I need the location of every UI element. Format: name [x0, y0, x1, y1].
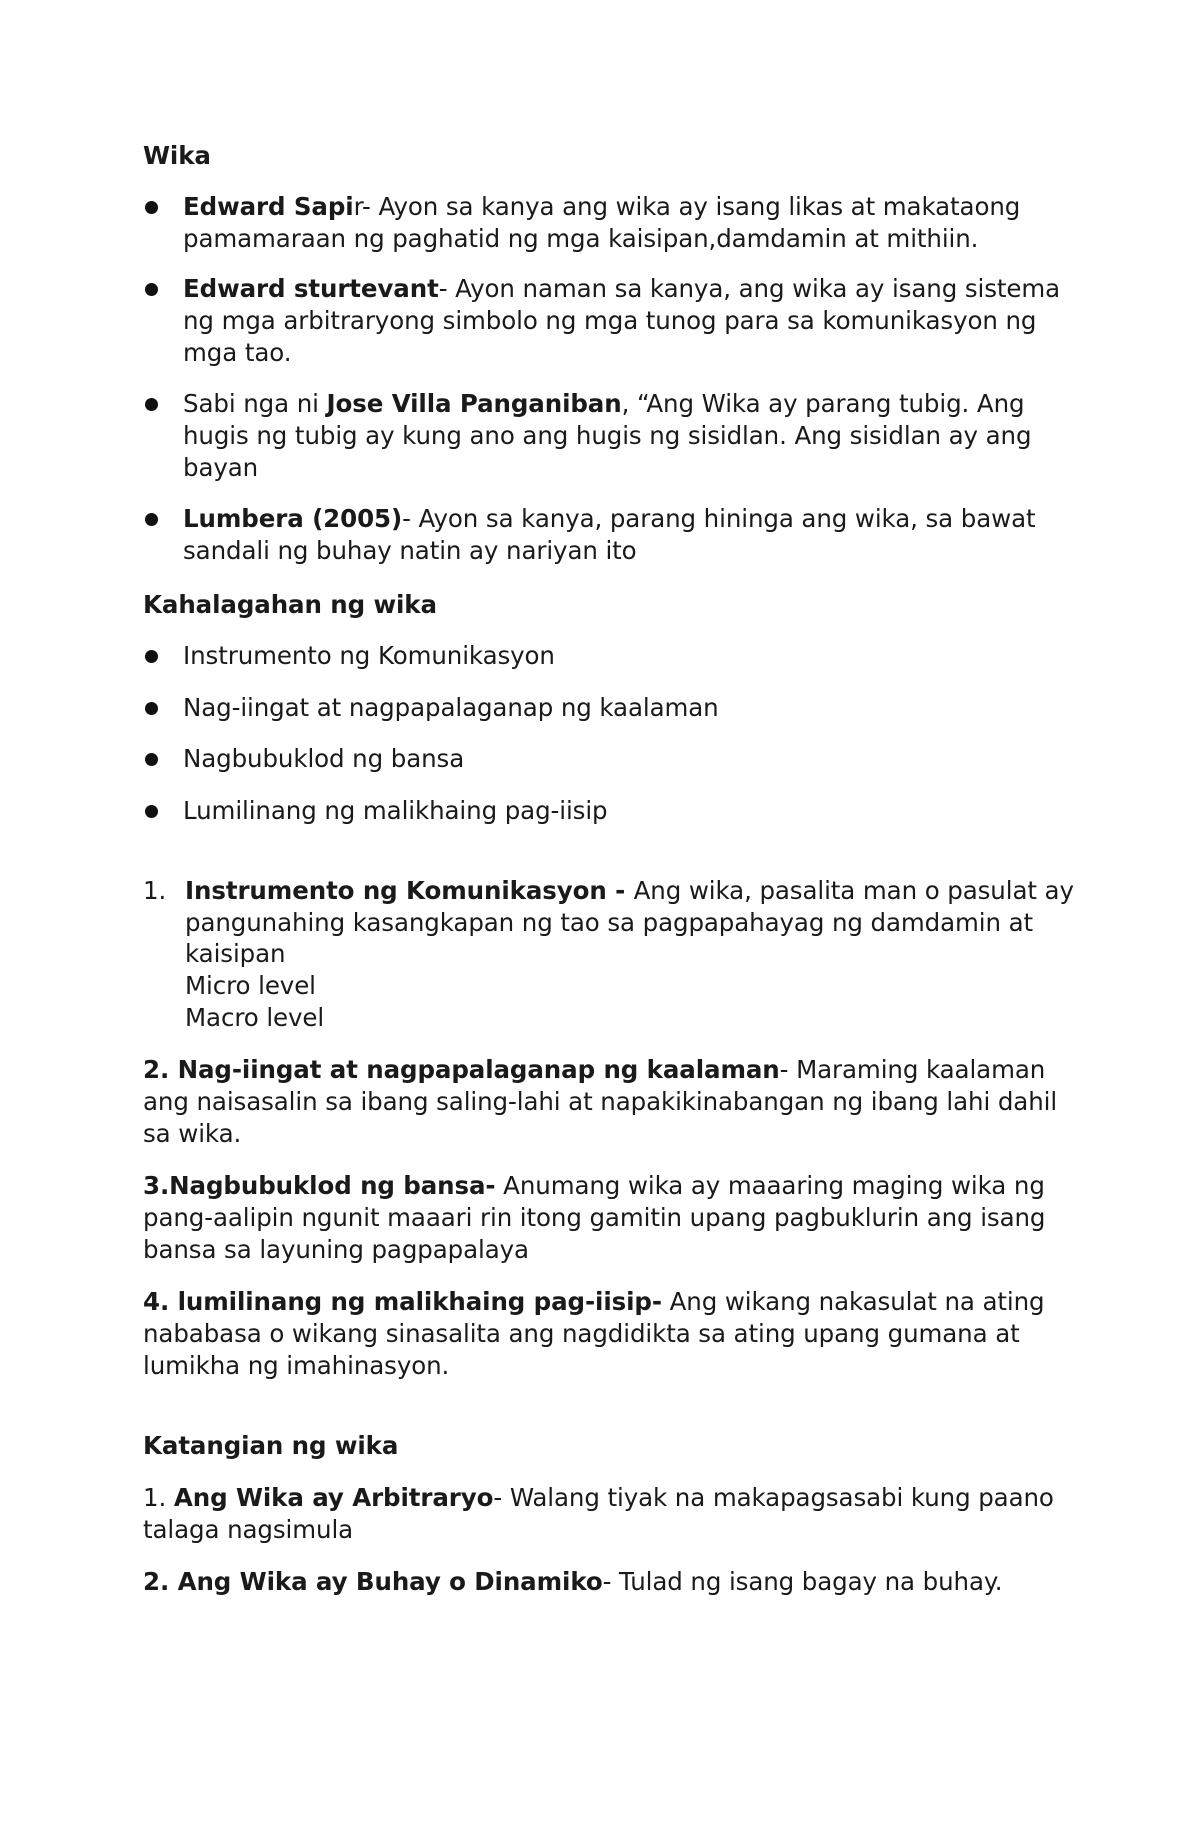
- numbered-line: lumikha ng imahinasyon.: [143, 1351, 450, 1380]
- bullet-icon: [145, 201, 158, 214]
- section-heading-wika: Wika: [143, 141, 211, 170]
- sub-item: Macro level: [185, 1003, 325, 1032]
- section-heading-kahalagahan: Kahalagahan ng wika: [143, 590, 437, 619]
- definition-sturtevant: Edward sturtevant- Ayon naman sa kanya, ang wika ay isang sistema: [183, 274, 1061, 303]
- definition-line: sandali ng buhay natin ay nariyan ito: [183, 536, 637, 565]
- definition-line: pamamaraan ng paghatid ng mga kaisipan,damdamin at mithiin.: [183, 224, 979, 253]
- definition-sapir: Edward Sapir- Ayon sa kanya ang wika ay isang likas at makataong: [183, 192, 1021, 221]
- list-item: Instrumento ng Komunikasyon: [183, 641, 555, 670]
- definition-line: mga tao.: [183, 338, 292, 367]
- list-item: Nagbubuklod ng bansa: [183, 744, 465, 773]
- katangian-item-1: 1. Ang Wika ay Arbitraryo- Walang tiyak na makapagsasabi kung paano: [143, 1483, 1054, 1512]
- numbered-line: pangunahing kasangkapan ng tao sa pagpapahayag ng damdamin at: [185, 908, 1034, 937]
- bullet-icon: [145, 513, 158, 526]
- bullet-icon: [145, 805, 158, 818]
- list-item: Lumilinang ng malikhaing pag-iisip: [183, 796, 608, 825]
- definition-panganiban: Sabi nga ni Jose Villa Panganiban, “Ang Wika ay parang tubig. Ang: [183, 389, 1025, 418]
- numbered-line: kaisipan: [185, 939, 286, 968]
- section-heading-katangian: Katangian ng wika: [143, 1431, 399, 1460]
- numbered-item-4: 4. lumilinang ng malikhaing pag-iisip- Ang wikang nakasulat na ating: [143, 1287, 1045, 1316]
- list-item: Nag-iingat at nagpapalaganap ng kaalaman: [183, 693, 719, 722]
- definition-line: ng mga arbitraryong simbolo ng mga tunog para sa komunikasyon ng: [183, 306, 1037, 335]
- numbered-item-3: 3.Nagbubuklod ng bansa- Anumang wika ay maaaring maging wika ng: [143, 1171, 1045, 1200]
- bullet-icon: [145, 283, 158, 296]
- numbered-line: nababasa o wikang sinasalita ang nagdidikta sa ating upang gumana at: [143, 1319, 1020, 1348]
- definition-line: hugis ng tubig ay kung ano ang hugis ng sisidlan. Ang sisidlan ay ang: [183, 421, 1032, 450]
- bullet-icon: [145, 702, 158, 715]
- numbered-line: sa wika.: [143, 1119, 242, 1148]
- numbered-item-2: 2. Nag-iingat at nagpapalaganap ng kaalaman- Maraming kaalaman: [143, 1055, 1046, 1084]
- list-number: 1.: [143, 876, 167, 905]
- definition-line: bayan: [183, 453, 259, 482]
- bullet-icon: [145, 650, 158, 663]
- numbered-line: ang naisasalin sa ibang saling-lahi at napakikinabangan ng ibang lahi dahil: [143, 1087, 1058, 1116]
- numbered-line: bansa sa layuning pagpapalaya: [143, 1235, 529, 1264]
- katangian-item-2: 2. Ang Wika ay Buhay o Dinamiko- Tulad ng isang bagay na buhay.: [143, 1567, 1003, 1596]
- definition-lumbera: Lumbera (2005)- Ayon sa kanya, parang hininga ang wika, sa bawat: [183, 504, 1036, 533]
- numbered-line: pang-aalipin ngunit maaari rin itong gamitin upang pagbuklurin ang isang: [143, 1203, 1046, 1232]
- bullet-icon: [145, 753, 158, 766]
- katangian-line: talaga nagsimula: [143, 1515, 354, 1544]
- numbered-item-1: Instrumento ng Komunikasyon - Ang wika, pasalita man o pasulat ay: [185, 876, 1074, 905]
- sub-item: Micro level: [185, 971, 316, 1000]
- bullet-icon: [145, 398, 158, 411]
